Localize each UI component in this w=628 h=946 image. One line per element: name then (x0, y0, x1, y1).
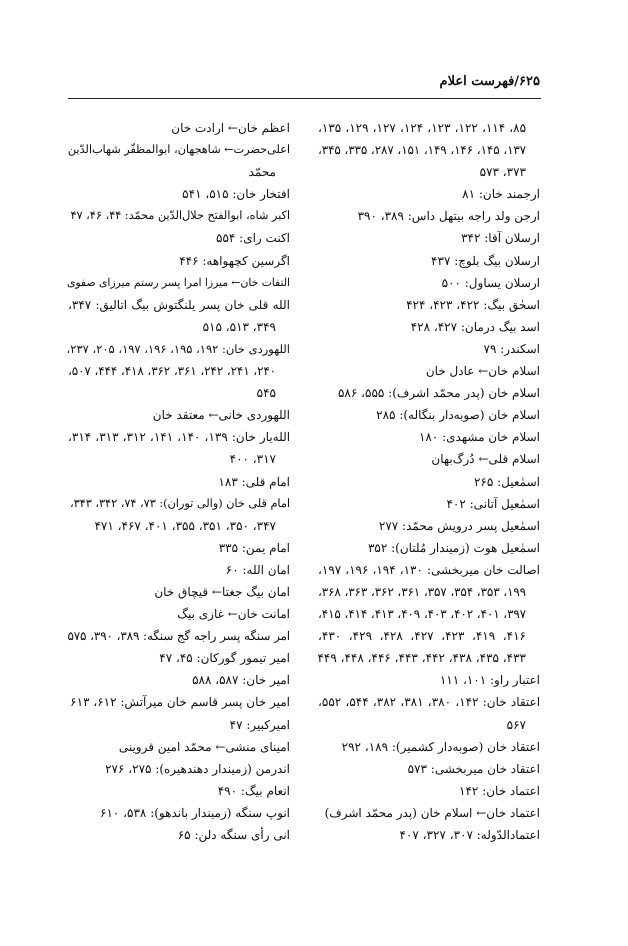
index-entry: انی رأی سنگه دلن: ۶۵ (177, 828, 290, 842)
index-entry: اندرمن (زمیندار دهندهیره): ۲۷۵، ۲۷۶ (105, 761, 290, 776)
index-entry: اعتقاد خان: ۱۴۲، ۳۸۰، ۳۸۱، ۳۸۲، ۵۴۴، ۵۵۲، (318, 695, 541, 710)
index-column-right (318, 117, 540, 846)
index-entry: اصالت خان میربخشی: ۱۳۰، ۱۹۴، ۱۹۶، ۱۹۷، (318, 562, 540, 577)
index-entry: اگرسین کچهواهه: ۴۴۶ (179, 253, 290, 268)
running-header: ۶۲۵/فهرست اعلام (439, 74, 540, 89)
index-entry-continuation: ۳۷۳، ۵۷۳ (479, 165, 526, 180)
index-entry: امان الله: ۶۰ (225, 562, 290, 577)
index-entry: ارجن ولد راجه بیتهل داس: ۳۸۹، ۳۹۰ (357, 209, 540, 224)
index-entry: ارسلان بیگ بلوچ: ۴۳۷ (431, 253, 540, 268)
header-rule (68, 98, 541, 99)
index-entry-continuation: ۳۴۷، ۳۵۰، ۳۵۱، ۳۵۵، ۴۰۱، ۴۶۷، ۴۷۱ (94, 518, 276, 533)
index-entry-continuation: ۱۹۹، ۳۵۳، ۳۵۴، ۳۵۷، ۳۶۱، ۳۶۲، ۳۶۳، ۳۶۸، (317, 584, 526, 599)
index-entry: الله‌یار خان: ۱۳۹، ۱۴۰، ۱۴۱، ۳۱۲، ۳۱۳، ۳۱۴، (68, 430, 291, 445)
index-entry: التفات خان← میرزا امرا پسر رستم میرزای صفوی (66, 275, 290, 289)
index-entry: امام یمن: ۳۳۵ (218, 540, 290, 555)
index-entry: امانت خان← غازی بیگ (177, 607, 290, 622)
index-entry: امیر تیمور گورکان: ۴۵، ۴۷ (159, 651, 290, 666)
index-entry: اسکندر: ۷۹ (483, 341, 540, 356)
index-entry-continuation: ۳۴۹، ۵۱۳، ۵۱۵ (202, 319, 276, 334)
index-entry: انوپ سنگه (زمیندار باندهو): ۵۳۸، ۶۱۰ (100, 805, 290, 820)
index-entry: الله قلی خان پسر یلنگتوش بیگ اتالیق: ۳۴۷، (68, 297, 290, 312)
index-entry: اسمٰعیل: ۲۶۵ (473, 474, 540, 489)
index-entry: اسد بیگ درمان: ۴۲۷، ۴۲۸ (410, 319, 540, 334)
index-entry: امیر خان: ۵۸۷، ۵۸۸ (192, 673, 290, 688)
index-entry-continuation: ۲۴۰، ۲۴۱، ۲۴۲، ۳۶۱، ۳۶۲، ۴۱۸، ۴۴۴، ۵۰۷، (67, 364, 276, 379)
index-entry: امینای منشی← محمّد امین قروینی (118, 739, 290, 754)
index-entry: اللهوردی خان: ۱۹۲، ۱۹۵، ۱۹۶، ۱۹۷، ۲۰۵، ۲۳۷، (66, 341, 290, 356)
index-entry-continuation: ۴۳۳، ۴۳۵، ۴۳۸، ۴۴۲، ۴۴۳، ۴۴۶، ۴۴۸، ۴۴۹ (317, 651, 526, 666)
index-column-left (68, 117, 290, 846)
index-entry: اسلام قلی← دُرگ‌بهان (431, 452, 540, 467)
index-entry: اعلی‌حضرت← شاهجهان، ابوالمظفّر شهاب‌الدّین (67, 143, 290, 157)
index-entry: اسمٰعیل پسر درویش محمّد: ۲۷۷ (378, 518, 540, 533)
index-entry: انعام بیگ: ۴۹۰ (217, 783, 290, 798)
index-entry: اعتماد خان: ۱۴۲ (459, 783, 540, 798)
index-entry: اعتقاد خان میربخشی: ۵۷۳ (407, 761, 540, 776)
index-entry: امیرکبیر: ۴۷ (229, 717, 290, 732)
index-entry-continuation: ۸۵، ۱۱۴، ۱۲۲، ۱۲۳، ۱۲۴، ۱۲۷، ۱۲۹، ۱۳۵، (318, 121, 527, 135)
index-entry: اسلام خان مشهدی: ۱۸۰ (418, 430, 540, 445)
index-entry: ارسلان آقا: ۳۴۲ (461, 231, 540, 246)
index-entry: ارجمند خان: ۸۱ (462, 187, 540, 202)
index-entry: ارسلان یساول: ۵۰۰ (441, 275, 540, 290)
index-entry-continuation: ۵۶۷ (506, 717, 526, 732)
index-entry-continuation: ۳۱۷، ۴۰۰ (229, 452, 276, 467)
index-entry: اعتمادالدّوله: ۳۰۷، ۳۲۷، ۴۰۷ (399, 828, 540, 842)
index-entry: اکبر شاه، ابوالفتح جلال‌الدّین محمّد: ۴۴، ۴۶، ۴۷ (70, 209, 290, 223)
index-entry-continuation: ۴۱۶، ۴۱۹، ۴۲۳، ۴۲۷، ۴۲۸، ۴۲۹، ۴۳۰، (318, 629, 526, 644)
index-entry: امیر خان پسر قاسم خان میرآتش: ۶۱۲، ۶۱۳ (70, 695, 290, 710)
index-entry: اعتماد خان← اسلام خان (پدر محمّد اشرف) (324, 805, 540, 820)
index-entry: اسلام خان (پدر محمّد اشرف): ۵۵۵، ۵۸۶ (337, 386, 540, 401)
index-entry: اعتقاد خان (صوبه‌دار کشمیر): ۱۸۹، ۲۹۲ (341, 739, 540, 754)
index-entry: اللهوردی خانی← معتقد خان (152, 408, 290, 423)
index-entry: اسلام خان← عادل خان (425, 364, 540, 379)
index-entry-continuation: محمّد (248, 165, 276, 180)
index-entry: اعتبار راو: ۱۰۱، ۱۱۱ (439, 673, 540, 688)
index-entry: امام قلی خان (والی توران): ۷۳، ۷۴، ۳۴۲، ۳۴۳، (69, 496, 290, 510)
index-entry-continuation: ۱۳۷، ۱۴۵، ۱۴۶، ۱۴۹، ۱۵۱، ۲۸۷، ۳۳۵، ۳۴۵، (317, 143, 526, 158)
index-entry-continuation: ۵۴۵ (256, 386, 276, 401)
index-entry: اکنت رای: ۵۵۴ (216, 231, 290, 246)
index-entry: اسمٰعیل آتانی: ۴۰۲ (446, 496, 540, 511)
index-entry: افتخار خان: ۵۱۵، ۵۴۱ (182, 187, 290, 202)
index-entry: اعظم خان← ارادت خان (171, 121, 290, 135)
index-entry: امام قلی: ۱۸۳ (218, 474, 290, 489)
index-entry-continuation: ۳۹۷، ۴۰۱، ۴۰۲، ۴۰۳، ۴۰۹، ۴۱۳، ۴۱۴، ۴۱۵، (317, 607, 526, 622)
index-entry: اسمٰعیل هوت (زمیندار مُلتان): ۳۵۲ (367, 540, 540, 555)
index-entry: امر سنگه پسر راجه گج سنگه: ۳۸۹، ۳۹۰، ۵۷۵ (67, 629, 290, 644)
index-entry: اسلام خان (صوبه‌دار بنگاله): ۲۸۵ (376, 408, 540, 423)
index-entry: امان بیگ جغتا← قیچاق خان (154, 584, 290, 599)
index-entry: اسحٰق بیگ: ۴۲۲، ۴۲۳، ۴۲۴ (406, 297, 540, 312)
